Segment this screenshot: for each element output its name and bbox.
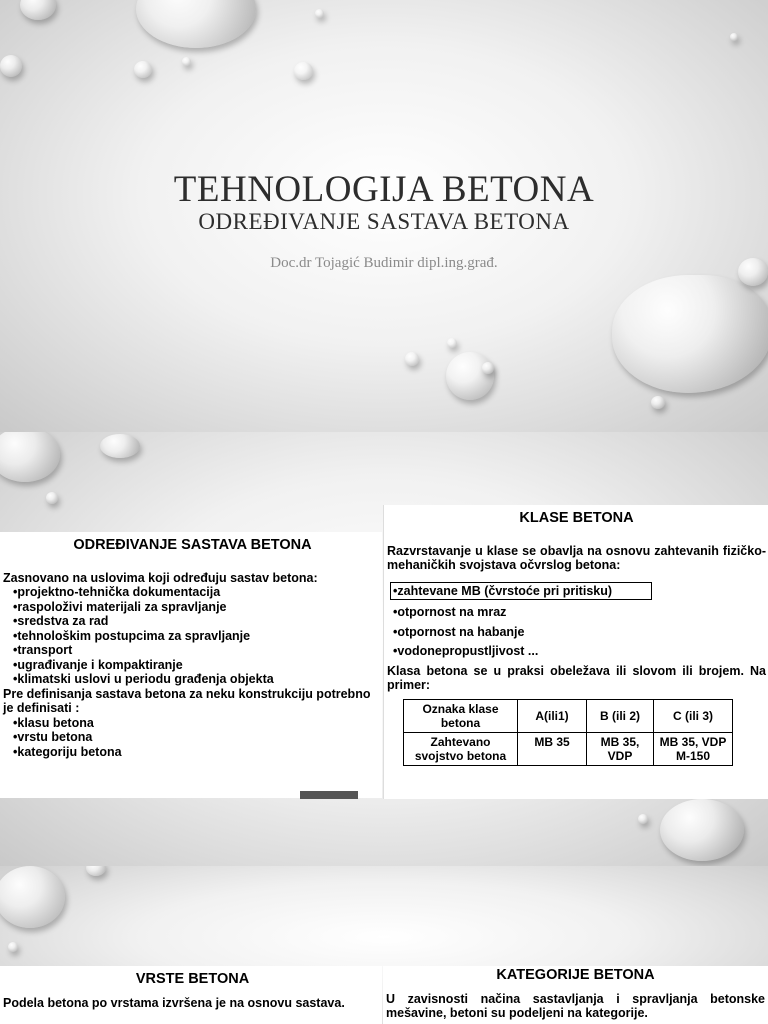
water-drop: [100, 434, 140, 458]
class-table: [403, 699, 733, 766]
water-drop: [0, 432, 60, 482]
water-drop: [660, 799, 744, 861]
intro-text: Zasnovano na uslovima koji određuju sastav betona:: [3, 570, 318, 585]
list-item: •projektno-tehnička dokumentacija: [13, 585, 221, 599]
list-item: •vodonepropustljivost ...: [393, 644, 539, 658]
paragraph: Klasa betona se u praksi obeležava ili slovom ili brojem. Na primer:: [387, 663, 766, 692]
water-drop: [446, 352, 494, 400]
list-item: •sredstva za rad: [13, 614, 109, 628]
water-drop: [46, 492, 58, 504]
water-drop: [182, 57, 191, 66]
section-heading: VRSTE BETONA: [135, 971, 250, 987]
intro-text: Podela betona po vrstama izvršena je na osnovu sastava.: [3, 996, 345, 1010]
table-cell: C (ili 3): [654, 699, 733, 732]
intro-text: U zavisnosti načina sastavljanja i spravljanja betonske mešavine, betoni su podeljeni na kategorije.: [386, 992, 765, 1020]
list-item: •kategoriju betona: [13, 744, 122, 759]
water-drop: [447, 338, 457, 348]
paragraph: Pre definisanja sastava betona za neku konstrukciju potrebno je definisati :: [3, 686, 371, 715]
cropped-footer-mark: [300, 791, 358, 799]
table-cell: A(ili1): [518, 699, 587, 732]
table-cell: Oznaka klase betona: [404, 699, 518, 732]
condition-list: [3, 585, 382, 687]
list-item: •otpornost na mraz: [393, 605, 507, 619]
property-list: [387, 605, 766, 659]
table-cell: MB 35, VDP: [587, 732, 654, 765]
water-drop: [730, 33, 738, 41]
water-drop: [294, 62, 313, 80]
water-drop: [405, 352, 419, 366]
define-list: [3, 716, 382, 760]
author-line: Doc.dr Tojagić Budimir dipl.ing.građ.: [270, 255, 498, 271]
water-drop: [638, 814, 648, 824]
water-drop: [315, 9, 324, 18]
table-row: [404, 699, 733, 732]
title-slide: [0, 0, 768, 432]
content-slide: [0, 432, 768, 866]
water-drop: [20, 0, 56, 20]
list-item: •ugrađivanje i kompaktiranje: [13, 657, 183, 672]
table-cell: MB 35: [518, 732, 587, 765]
water-drop: [651, 396, 665, 409]
table-cell: B (ili 2): [587, 699, 654, 732]
list-item: •transport: [13, 643, 73, 657]
intro-text: Razvrstavanje u klase se obavlja na osnovu zahtevanih fizičko-mehaničkih svojstava očvrslog betona:: [387, 543, 766, 572]
section-heading: KLASE BETONA: [519, 510, 634, 526]
water-drop: [482, 362, 494, 374]
highlighted-item: •zahtevane MB (čvrstoće pri pritisku): [390, 582, 652, 601]
list-item: •raspoloživi materijali za spravljanje: [13, 599, 227, 614]
section-heading: KATEGORIJE BETONA: [496, 967, 655, 983]
list-item: •klimatski uslovi u periodu građenja objekta: [13, 672, 274, 686]
list-item: •tehnološkim postupcima za spravljanje: [13, 628, 251, 643]
water-drop: [134, 61, 152, 78]
slide-subtitle: ODREĐIVANJE SASTAVA BETONA: [198, 209, 570, 234]
water-drop: [0, 866, 65, 928]
table-cell: Zahtevano svojstvo betona: [404, 732, 518, 765]
left-document-panel: [0, 532, 382, 798]
list-item: •vrstu betona: [13, 730, 93, 744]
slide-title: TEHNOLOGIJA BETONA: [173, 169, 595, 210]
list-item: •otpornost na habanje: [393, 624, 525, 639]
list-item: •klasu betona: [13, 715, 94, 730]
water-drop: [612, 275, 768, 393]
table-cell: MB 35, VDP M-150: [654, 732, 733, 765]
content-slide: [0, 866, 768, 1024]
table-row: [404, 732, 733, 765]
water-drop: [136, 0, 256, 48]
left-document-panel: [0, 966, 382, 1024]
water-drop: [86, 866, 106, 876]
water-drop: [0, 55, 22, 77]
section-heading: ODREĐIVANJE SASTAVA BETONA: [73, 537, 312, 553]
water-drop: [8, 942, 18, 952]
right-document-panel: [383, 966, 768, 1024]
right-document-panel: [383, 505, 768, 799]
